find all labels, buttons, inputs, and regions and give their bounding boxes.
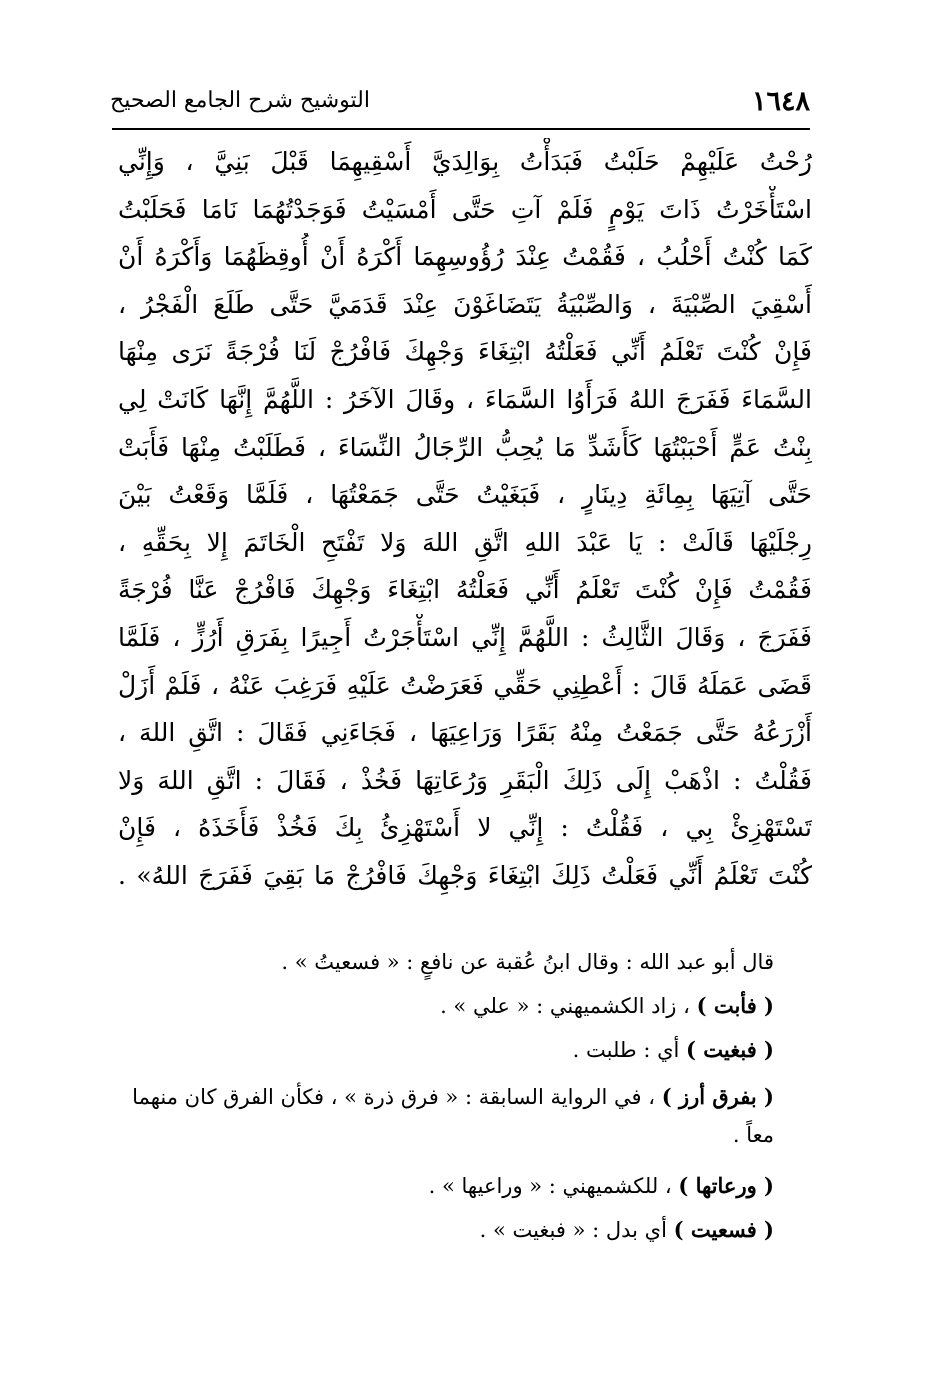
- text-line: رِجْلَيْهَا قَالَتْ : يَا عَبْدَ اللهِ اتَّقِ اللهَ وَلا تَفْتَحِ الْخَاتَمَ إِلا بِحَقِّهِ ،: [118, 527, 812, 557]
- note-item: [118, 984, 812, 1028]
- text-line: السَّمَاءَ فَفَرَجَ اللهُ فَرَأَوُا السَّمَاءَ ، وقَالَ الآخَرُ : اللَّهُمَّ إِنَّهَا كَانَتْ لِي: [118, 384, 812, 414]
- note-text: أي : طلبت .: [572, 1038, 687, 1062]
- page-header: [110, 82, 810, 122]
- note-text: ، زاد الكشميهني : « علي » .: [440, 994, 697, 1018]
- note-item: [118, 1078, 812, 1154]
- narration-note: قال أبو عبد الله : وقال ابنُ عُقبة عن نافعٍ : « فسعيتُ » .: [281, 950, 774, 974]
- text-line: أَزْرَعُهُ حَتَّى جَمَعْتُ مِنْهُ بَقَرًا وَرَاعِيَهَا ، فَجَاءَنِي فَقَالَ : اتَّقِ اللهَ ،: [118, 718, 812, 748]
- note-text: ، للكشميهني : « وراعيها » .: [428, 1174, 679, 1198]
- text-line: فَفَرَجَ ، وَقَالَ الثَّالِثُ : اللَّهُمَّ إِنِّي اسْتَأْجَرْتُ أَجِيرًا بِفَرَقِ أَرُزٍّ ، فَلَمَّا: [118, 622, 812, 652]
- text-line: كُنْتَ تَعْلَمُ أَنِّي فَعَلْتُ ذَلِكَ ابْتِغَاءَ وَجْهِكَ فَافْرُجْ مَا بَقِيَ فَفَرَجَ اللهُ» .: [118, 860, 812, 890]
- text-line: تَسْتَهْزِئْ بِي ، فَقُلْتُ : إِنِّي لا أَسْتَهْزِئُ بِكَ فَخُذْ فَأَخَذَهُ ، فَإِنْ: [118, 813, 812, 843]
- note-text: ، في الرواية السابقة : « فرق ذرة » ، فكأن الفرق كان منهما معاً .: [132, 1085, 774, 1147]
- page-number: ١٦٤٨: [751, 86, 810, 117]
- commentary-notes: [118, 940, 812, 1252]
- text-line: كَمَا كُنْتُ أَحْلُبُ ، فَقُمْتُ عِنْدَ رُؤُوسِهِمَا أَكْرَهُ أَنْ أُوقِظَهُمَا وَأَكْرَهُ أَنْ: [118, 242, 812, 272]
- text-line: أَسْقِيَ الصِّبْيَةَ ، وَالصِّبْيَةُ يَتَضَاغَوْنَ عِنْدَ قَدَمَيَّ حَتَّى طَلَعَ الْفَجْرُ ،: [118, 289, 812, 319]
- note-text: أي بدل : « فبغيت » .: [479, 1218, 674, 1242]
- text-line: فَقُمْتُ فَإِنْ كُنْتَ تَعْلَمُ أَنِّي فَعَلْتُهُ ابْتِغَاءَ وَجْهِكَ فَافْرُجْ عَنَّا فُرْجَةً: [118, 575, 812, 605]
- note-term: ( فبغيت ): [686, 1037, 774, 1062]
- note-term: ( فأبت ): [696, 993, 774, 1018]
- text-line: بِنْتُ عَمٍّ أَحْبَبْتُهَا كَأَشَدِّ مَا يُحِبُّ الرِّجَالُ النِّسَاءَ ، فَطَلَبْتُ مِنْهَا فَأَبَتْ: [118, 432, 812, 462]
- running-title: التوشيح شرح الجامع الصحيح: [110, 88, 370, 113]
- hadith-text: [118, 138, 812, 900]
- text-line: اسْتَأْخَرْتُ ذَاتَ يَوْمٍ فَلَمْ آتِ حَتَّى أَمْسَيْتُ فَوَجَدْتُهُمَا نَامَا فَحَلَبْتُ: [118, 194, 812, 224]
- text-line: قَضَى عَمَلَهُ قَالَ : أَعْطِنِي حَقِّي فَعَرَضْتُ عَلَيْهِ فَرَغِبَ عَنْهُ ، فَلَمْ أَزَلْ: [118, 670, 812, 700]
- text-line: فَإِنْ كُنْتَ تَعْلَمُ أَنِّي فَعَلْتُهُ ابْتِغَاءَ وَجْهِكَ فَافْرُجْ لَنَا فُرْجَةً نَرَى مِنْهَا: [118, 337, 812, 367]
- text-line: فَقُلْتُ : اذْهَبْ إِلَى ذَلِكَ الْبَقَرِ وَرُعَاتِهَا فَخُذْ ، فَقَالَ : اتَّقِ اللهَ وَلا: [118, 765, 812, 795]
- note-item: [118, 1164, 812, 1208]
- text-line: حَتَّى آتِيَهَا بِمِائَةِ دِينَارٍ ، فَبَغَيْتُ حَتَّى جَمَعْتُهَا ، فَلَمَّا وَقَعْتُ بَيْنَ: [118, 480, 812, 510]
- note-term: ( ورعاتها ): [678, 1173, 774, 1198]
- header-rule: [112, 128, 810, 130]
- note-term: ( فسعيت ): [673, 1217, 774, 1242]
- text-line: رُحْتُ عَلَيْهِمْ حَلَبْتُ فَبَدَأْتُ بِوَالِدَيَّ أَسْقِيهِمَا قَبْلَ بَنِيَّ ، وَإِنِّي: [118, 147, 812, 176]
- note-item: [118, 1208, 812, 1252]
- note-item: [118, 1028, 812, 1072]
- note-term: ( بفرق أرز ): [661, 1084, 774, 1109]
